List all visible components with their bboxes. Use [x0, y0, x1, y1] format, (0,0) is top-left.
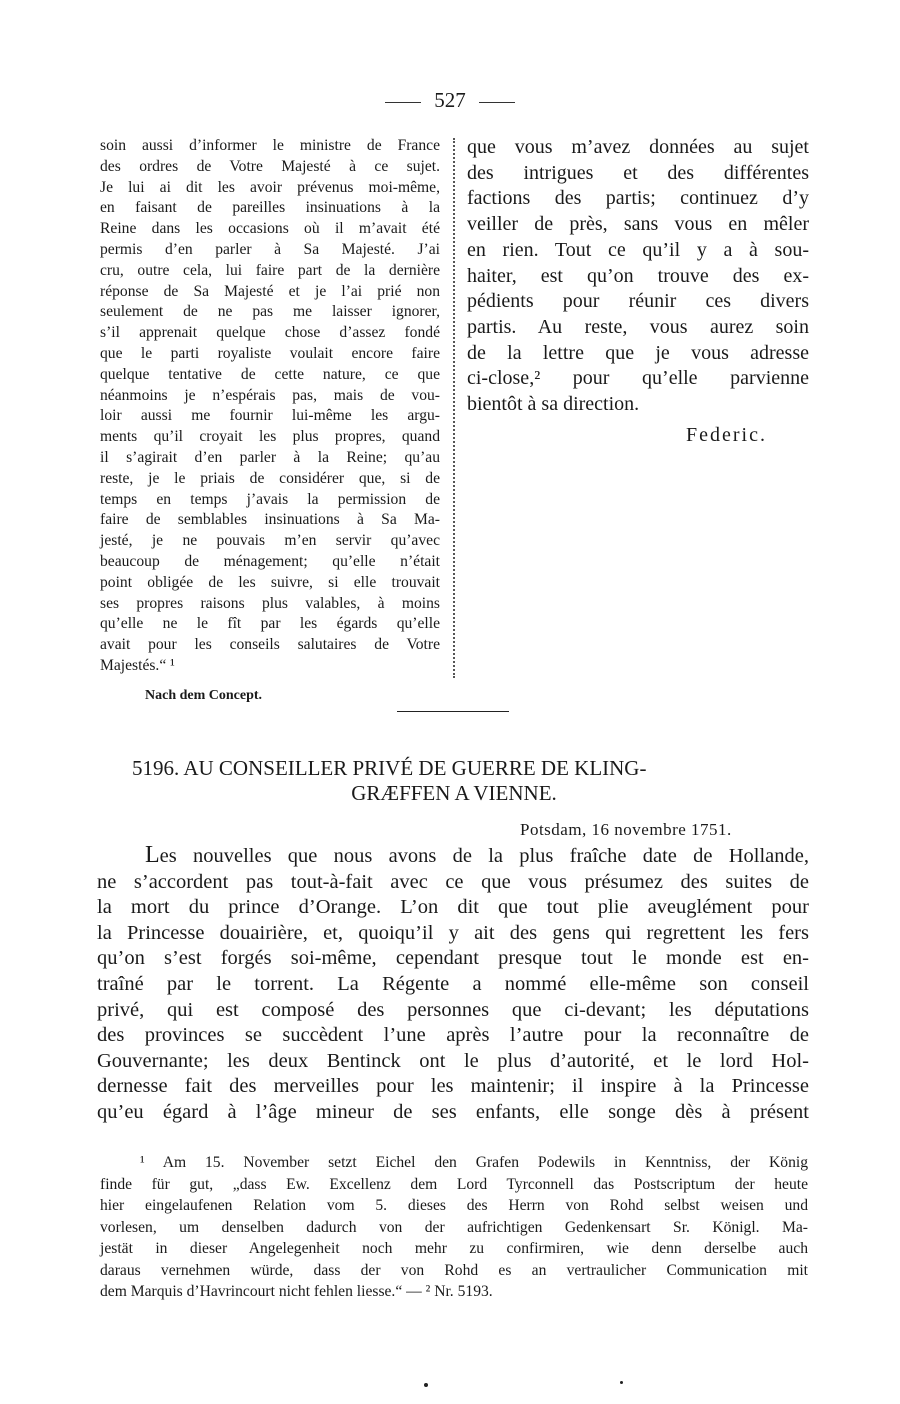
- dateline: Potsdam, 16 novembre 1751.: [520, 820, 732, 839]
- text-line: ci-close,² pour qu’elle parvienne: [467, 367, 809, 390]
- heading-line-2: GRÆFFEN A VIENNE.: [351, 781, 557, 805]
- page-number: 527: [434, 88, 466, 112]
- text-line: Majestés.“ ¹: [100, 656, 175, 674]
- body-line: qu’eu égard à l’âge mineur de ses enfants, elle songe dès à présent: [97, 1100, 809, 1123]
- text-line: qu’elle ne le fît par les égards qu’elle: [100, 615, 440, 633]
- text-line: haiter, est qu’on trouve des ex-: [467, 264, 809, 287]
- page-mark: [620, 1381, 623, 1384]
- body-line: traîné par le torrent. La Régente a nommé elle-même son conseil: [97, 972, 809, 995]
- text-line: des intrigues et des différentes: [467, 161, 809, 184]
- body-line: Gouvernante; les deux Bentinck ont le plus d’autorité, et le lord Hol-: [97, 1049, 809, 1072]
- footnote-line: dem Marquis d’Havrincourt nicht fehlen liesse.“ — ² Nr. 5193.: [100, 1283, 493, 1300]
- text-line: seulement de ne pas me laisser ignorer,: [100, 303, 440, 321]
- left-column: [100, 136, 440, 677]
- text-line: Je lui ai dit les avoir prévenus moi-même,: [100, 178, 440, 196]
- letter-heading: [100, 756, 808, 806]
- initial-letter: L: [145, 842, 160, 868]
- section-rule: [397, 711, 509, 712]
- text-line: loir aussi me fournir lui-même les argu-: [100, 407, 440, 425]
- text-line: s’il apprenait quelque chose d’assez fondé: [100, 324, 440, 342]
- text-line: des ordres de Votre Majesté à ce sujet.: [100, 157, 440, 175]
- text-line: il s’agirait d’en parler à la Reine; qu’au: [100, 448, 440, 466]
- text-line: Reine dans les occasions où il m’avait été: [100, 220, 440, 238]
- footnote-line: ¹ Am 15. November setzt Eichel den Grafen Podewils in Kenntniss, der König: [140, 1154, 808, 1171]
- body-line: des provinces se succèdent l’une après l’autre pour la reconnaître de: [97, 1024, 809, 1047]
- body-line: [97, 843, 809, 870]
- source-note: Nach dem Concept.: [145, 688, 263, 703]
- text-line: bientôt à sa direction.: [467, 393, 640, 416]
- text-line: ses propres raisons plus valables, à moins: [100, 594, 440, 612]
- text-line: en rien. Tout ce qu’il y a à sou-: [467, 238, 809, 261]
- footnote-line: daraus vernehmen würde, dass der von Rohd es an vertraulicher Communication mit: [100, 1261, 808, 1279]
- left-dash: [385, 102, 421, 103]
- body-line: privé, qui est composé des personnes que ci-devant; les députations: [97, 998, 809, 1021]
- footnotes: [100, 1152, 808, 1303]
- text-line: jesté, je ne pouvais m’en servir qu’avec: [100, 532, 440, 550]
- text-line: que le parti royaliste voulait encore faire: [100, 344, 440, 362]
- text-line: avait pour les conseils salutaires de Votre: [100, 636, 440, 654]
- body-first-text: es nouvelles que nous avons de la plus fraîche date de Hollande,: [159, 845, 809, 867]
- text-line: reste, je le priais de considérer que, si de: [100, 469, 440, 487]
- text-line: factions des partis; continuez d’y: [467, 187, 809, 210]
- text-line: néanmoins je n’espérais pas, mais de vou-: [100, 386, 440, 404]
- text-line: temps en temps j’avais la permission de: [100, 490, 440, 508]
- text-line: réponse de Sa Majesté et je l’ai prié non: [100, 282, 440, 300]
- text-line: de la lettre que je vous adresse: [467, 341, 809, 364]
- text-line: point obligée de les suivre, si elle trouvait: [100, 573, 440, 591]
- text-line: quelque tentative de cette nature, ce que: [100, 365, 440, 383]
- body-line: dernesse fait des merveilles pour les maintenir; il inspire à la Princesse: [97, 1075, 809, 1098]
- footnote-line: jestät in dieser Angelegenheit noch mehr zu confirmiren, wie denn derselbe auch: [100, 1240, 808, 1257]
- right-dash: [479, 102, 515, 103]
- letter-body: [97, 843, 809, 1126]
- text-line: veiller de près, sans vous en mêler: [467, 213, 809, 236]
- text-line: faire de semblables insinuations à Sa Ma-: [100, 511, 440, 529]
- body-line: qu’on s’est forgés soi-même, cependant presque tout le monde est en-: [97, 947, 809, 970]
- footnote-line: hier eingelaufenen Relation vom 5. dieses des Herrn von Rohd selbst weisen und: [100, 1197, 808, 1214]
- right-column: [467, 135, 809, 418]
- text-line: pédients pour réunir ces divers: [467, 290, 809, 313]
- text-line: que vous m’avez données au sujet: [467, 136, 809, 158]
- heading-line-1: 5196. AU CONSEILLER PRIVÉ DE GUERRE DE KLING-: [132, 756, 647, 780]
- signature: Federic.: [686, 424, 767, 446]
- body-line: ne s’accordent pas tout-à-fait avec ce que vous présumez des suites de: [97, 870, 809, 893]
- footnote-line: vorlesen, um denselben dadurch von der aufrichtigen Gedenkensart Sr. Königl. Ma-: [100, 1218, 808, 1236]
- text-line: partis. Au reste, vous aurez soin: [467, 315, 809, 338]
- text-line: ments qu’il croyait les plus propres, quand: [100, 428, 440, 446]
- text-line: cru, outre cela, lui faire part de la dernière: [100, 261, 440, 279]
- body-line: la Princesse douairière, et, quoiqu’il y ait des gens qui regrettent les fers: [97, 921, 809, 944]
- footnote-line: finde für gut, „dass Ew. Excellenz dem Lord Tyrconnell das Postscriptum der heute: [100, 1175, 808, 1193]
- text-line: soin aussi d’informer le ministre de France: [100, 137, 440, 154]
- text-line: en faisant de pareilles insinuations à la: [100, 199, 440, 217]
- body-line: la mort du prince d’Orange. L’on dit que tout plie aveuglément pour: [97, 896, 809, 919]
- column-divider: [453, 138, 455, 678]
- text-line: beaucoup de ménagement; qu’elle n’était: [100, 552, 440, 570]
- text-line: permis d’en parler à Sa Majesté. J’ai: [100, 240, 440, 258]
- page-number-line: [0, 88, 900, 113]
- page-mark: [424, 1383, 428, 1387]
